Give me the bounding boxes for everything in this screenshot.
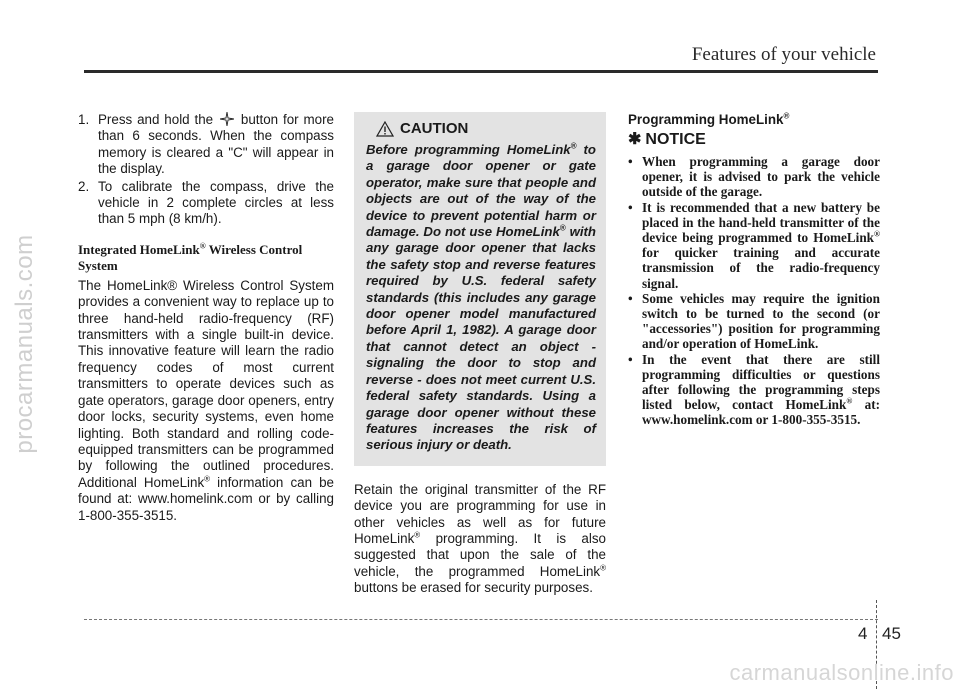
notice-label: NOTICE bbox=[645, 131, 706, 148]
step-number: 2. bbox=[78, 178, 90, 194]
column-right bbox=[628, 112, 880, 428]
bullet-dot-icon: • bbox=[628, 154, 633, 169]
bullet-text: It is recommended that a new battery be placed in the hand-held transmitter of the device being programmed to HomeLink bbox=[642, 199, 880, 246]
registered-mark: ® bbox=[846, 396, 853, 406]
notice-title bbox=[628, 130, 880, 150]
step-number: 1. bbox=[78, 112, 90, 127]
caution-text-part: to a garage door opener or gate operator, make sure that people and objects are out of the way of the device to prevent potential harm or damage. Do not use HomeLink bbox=[366, 142, 596, 240]
column-left bbox=[78, 112, 334, 524]
heading-text: Wireless Control System bbox=[78, 241, 303, 273]
page-header-title: Features of your vehicle bbox=[691, 44, 876, 65]
registered-mark: ® bbox=[783, 111, 790, 121]
bullet-text: In the event that there are still programming difficulties or questions after following the programming steps listed below, contact HomeLink bbox=[642, 351, 880, 413]
paragraph-text: Retain the original transmitter of the RF device you are programming for use in other vehicles as well as for future HomeLink bbox=[354, 481, 606, 546]
registered-mark: ® bbox=[414, 530, 421, 540]
bullet-dot-icon: • bbox=[628, 290, 633, 306]
bullet-text: Some vehicles may require the ignition switch to be turned to the second (or "accessories") position for programming and/or operation of HomeLink. bbox=[642, 290, 880, 352]
notice-bullet-list bbox=[628, 154, 880, 428]
registered-mark: ® bbox=[199, 241, 206, 251]
compass-button-icon bbox=[220, 112, 234, 126]
registered-mark: ® bbox=[570, 141, 577, 151]
list-item bbox=[628, 291, 880, 352]
page-number: 45 bbox=[882, 624, 901, 643]
caution-text bbox=[366, 142, 596, 454]
bottom-watermark: carmanualsonline.info bbox=[729, 660, 954, 685]
chapter-number: 4 bbox=[858, 624, 868, 643]
registered-mark: ® bbox=[600, 563, 606, 573]
homelink-description bbox=[78, 278, 334, 524]
notice-star-icon: ✱ bbox=[628, 131, 642, 148]
column-middle bbox=[354, 112, 606, 597]
bullet-dot-icon: • bbox=[628, 199, 633, 215]
caution-text-part: Before programming HomeLink bbox=[366, 142, 571, 157]
caution-title bbox=[366, 120, 596, 138]
paragraph-text: The HomeLink® Wireless Control System provides a convenient way to replace up to three hand-held radio-frequency (RF) transmitters with a single built-in device. This innovative feature will learn the radio frequency codes of most current transmitters to operate devices such as gate operators, garage door openers, entry door locks, security systems, even home lighting. Both standard and rolling code-equipped transmitters can be programmed by following the outlined procedures. Additional HomeLink bbox=[78, 277, 334, 490]
registered-mark: ® bbox=[204, 474, 211, 484]
footer-rule bbox=[84, 619, 878, 620]
heading-text: Integrated HomeLink bbox=[78, 241, 200, 257]
step-text: Press and hold the bbox=[98, 112, 214, 127]
paragraph-text: information can be found at: www.homelink.com or by calling 1-800-355-3515. bbox=[78, 474, 334, 523]
list-item bbox=[628, 154, 880, 200]
warning-triangle-icon bbox=[376, 121, 394, 137]
bullet-dot-icon: • bbox=[628, 351, 633, 367]
step-text: To calibrate the compass, drive the vehicle in 2 complete circles at less than 5 mph (8 km/h). bbox=[98, 178, 334, 227]
bullet-text: When programming a garage door opener, it is advised to park the vehicle outside of the garage. bbox=[642, 154, 880, 200]
step-text: button for more than 6 seconds. When the compass memory is cleared a "C" will appear in the display. bbox=[98, 112, 334, 177]
header-rule bbox=[84, 70, 878, 73]
step-2 bbox=[78, 179, 334, 228]
caution-box bbox=[354, 112, 606, 466]
registered-mark: ® bbox=[559, 223, 566, 233]
caution-text-part: with any garage door opener that lacks the safety stop and reverse features required by U.S. federal safety standards (this includes any garage door opener model manufactured before April 1, 1982). A garage door that cannot detect an object - signaling the door to stop and reverse - does not meet current U.S. federal safety standards. Using a garage door opener without these features increases the risk of serious injury or death. bbox=[366, 224, 596, 453]
programming-heading bbox=[628, 112, 880, 128]
bullet-text: at: www.homelink.com or 1-800-355-3515. bbox=[642, 397, 880, 428]
retain-transmitter-paragraph bbox=[354, 482, 606, 597]
registered-mark: ® bbox=[874, 229, 880, 239]
list-item bbox=[628, 352, 880, 428]
step-1 bbox=[78, 112, 334, 178]
list-item bbox=[628, 200, 880, 291]
heading-text: Programming HomeLink bbox=[628, 112, 784, 127]
section-heading-homelink bbox=[78, 242, 334, 274]
paragraph-text: programming. It is also suggested that upon the sale of the vehicle, the programmed HomeLink bbox=[354, 530, 606, 579]
bullet-text: for quicker training and accurate transmission of the radio-frequency signal. bbox=[642, 245, 880, 291]
side-watermark: procarmanuals.com bbox=[11, 234, 38, 454]
paragraph-text: buttons be erased for security purposes. bbox=[354, 580, 593, 596]
caution-label: CAUTION bbox=[400, 120, 469, 137]
